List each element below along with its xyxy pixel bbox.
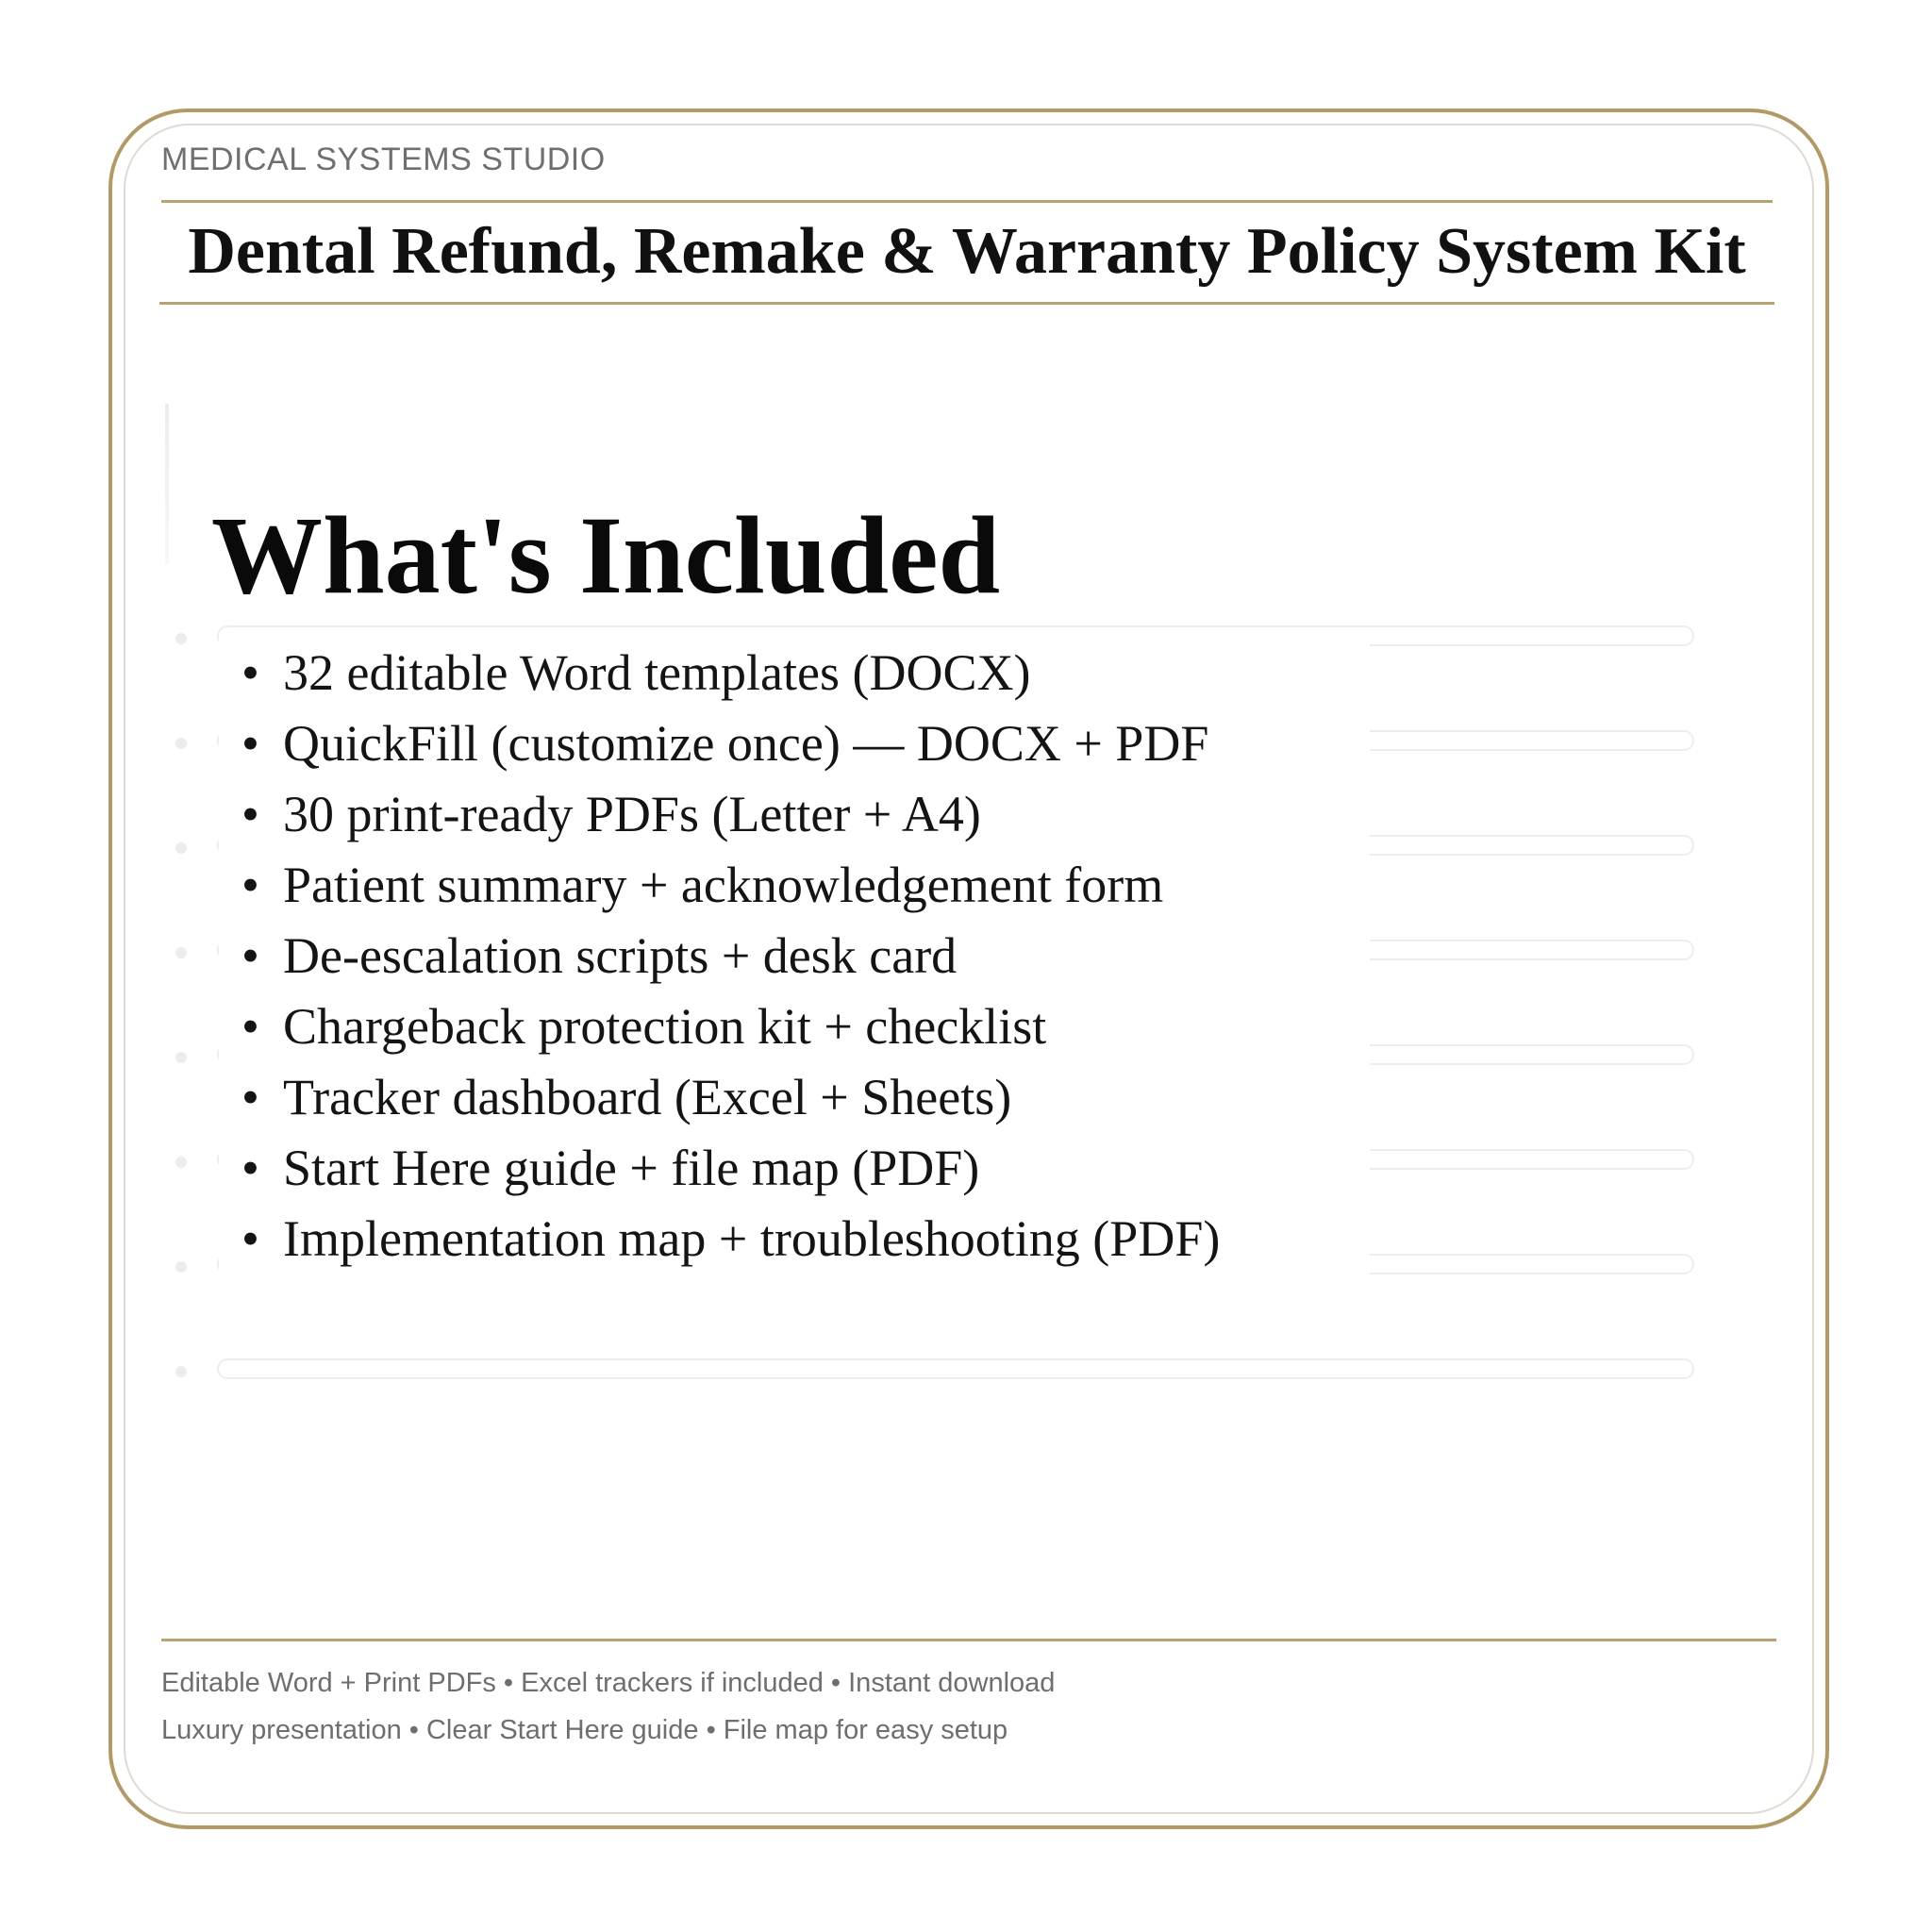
list-item: [242, 638, 1220, 708]
placeholder-track: [217, 1358, 1694, 1379]
brand-name: MEDICAL SYSTEMS STUDIO: [161, 142, 606, 177]
bullet-icon: •: [242, 998, 259, 1055]
placeholder-dot: [175, 1052, 187, 1063]
list-item-label: Chargeback protection kit + checklist: [283, 998, 1047, 1055]
list-item-label: Implementation map + troubleshooting (PDF): [283, 1210, 1221, 1267]
list-item: [242, 779, 1220, 850]
list-item: [242, 850, 1220, 921]
section-accent-bar: [165, 404, 169, 564]
footer-features-line: Editable Word + Print PDFs • Excel trackers if included • Instant download: [161, 1668, 1056, 1698]
list-item-label: De-escalation scripts + desk card: [283, 927, 958, 984]
placeholder-dot: [175, 1366, 187, 1377]
placeholder-row: [175, 1358, 1704, 1385]
list-item-label: QuickFill (customize once) — DOCX + PDF: [283, 715, 1209, 772]
list-item-label: Patient summary + acknowledgement form: [283, 857, 1164, 913]
list-item: [242, 991, 1220, 1062]
placeholder-dot: [175, 947, 187, 958]
bullet-icon: •: [242, 1069, 259, 1125]
placeholder-dot: [175, 1261, 187, 1273]
list-item-label: Start Here guide + file map (PDF): [283, 1140, 980, 1196]
list-item-label: 30 print-ready PDFs (Letter + A4): [283, 786, 981, 842]
list-item: [242, 1062, 1220, 1133]
bullet-icon: •: [242, 927, 259, 984]
bullet-icon: •: [242, 857, 259, 913]
list-item-label: Tracker dashboard (Excel + Sheets): [283, 1069, 1012, 1125]
kit-title: Dental Refund, Remake & Warranty Policy System Kit: [188, 215, 1746, 288]
list-item: [242, 708, 1220, 779]
bullet-icon: •: [242, 1140, 259, 1196]
list-item-label: 32 editable Word templates (DOCX): [283, 644, 1031, 701]
included-items-list: [242, 638, 1220, 1274]
bullet-icon: •: [242, 644, 259, 701]
list-item: [242, 1204, 1220, 1274]
footer-benefits-line: Luxury presentation • Clear Start Here guide • File map for easy setup: [161, 1715, 1008, 1745]
placeholder-dot: [175, 842, 187, 854]
list-item: [242, 1133, 1220, 1204]
placeholder-dot: [175, 633, 187, 644]
bullet-icon: •: [242, 1210, 259, 1267]
footer-divider: [161, 1639, 1776, 1641]
bullet-icon: •: [242, 786, 259, 842]
list-item: [242, 921, 1220, 991]
section-heading: What's Included: [211, 493, 1001, 618]
bullet-icon: •: [242, 715, 259, 772]
header-divider-top: [161, 200, 1773, 203]
placeholder-dot: [175, 1157, 187, 1168]
placeholder-dot: [175, 738, 187, 749]
header-divider-bottom: [159, 302, 1774, 305]
